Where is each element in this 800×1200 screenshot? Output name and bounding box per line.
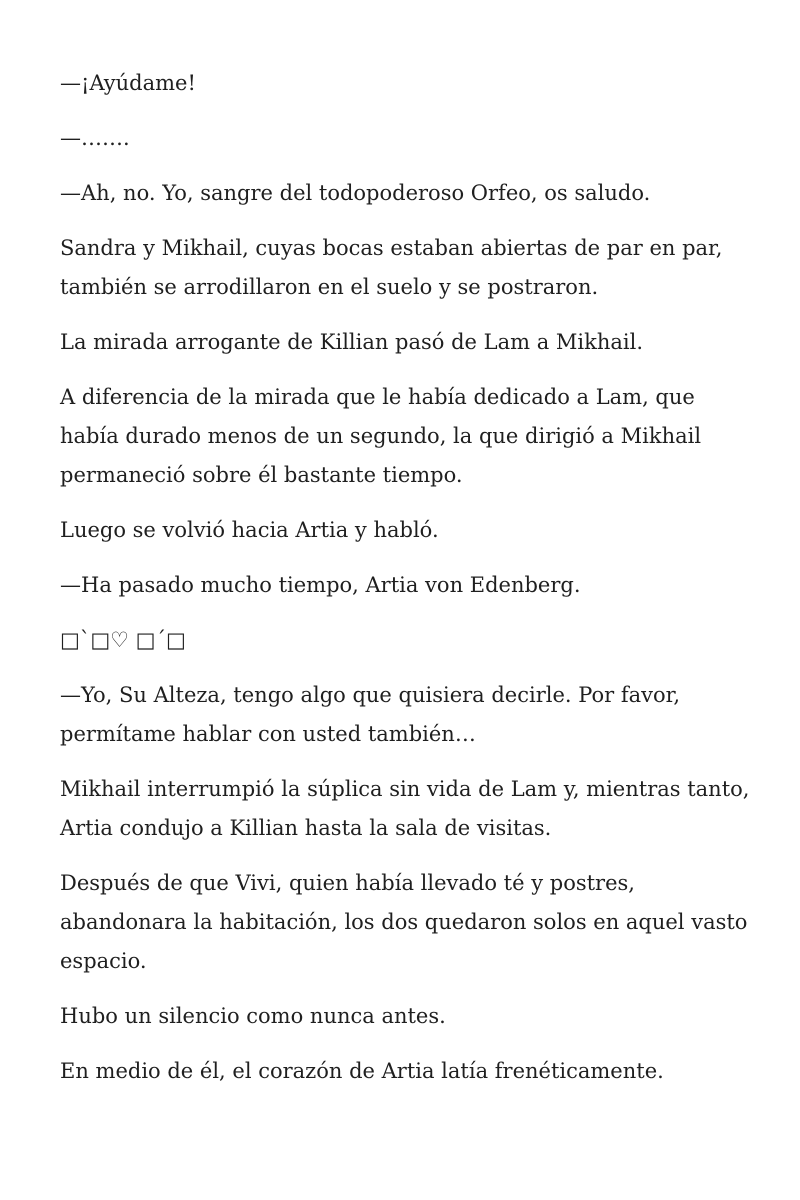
paragraph: Hubo un silencio como nunca antes. [60, 1004, 446, 1028]
emoticon-line: □`□♡ □´□ [60, 628, 186, 652]
paragraph: Sandra y Mikhail, cuyas bocas estaban abiertas de par en par, también se arrodillaron en el suelo y se postraron. [60, 236, 723, 299]
paragraph: —Ha pasado mucho tiempo, Artia von Edenberg. [60, 573, 581, 597]
paragraph: La mirada arrogante de Killian pasó de Lam a Mikhail. [60, 330, 644, 354]
paragraph: En medio de él, el corazón de Artia latía frenéticamente. [60, 1059, 664, 1083]
paragraph: Luego se volvió hacia Artia y habló. [60, 518, 439, 542]
paragraph: A diferencia de la mirada que le había dedicado a Lam, que había durado menos de un segundo, la que dirigió a Mikhail permaneció sobre él bastante tiempo. [60, 385, 702, 487]
paragraph: Mikhail interrumpió la súplica sin vida de Lam y, mientras tanto, Artia condujo a Killian hasta la sala de visitas. [60, 777, 750, 840]
paragraph: —Yo, Su Alteza, tengo algo que quisiera decirle. Por favor, permítame hablar con usted también… [60, 683, 681, 746]
document-body [60, 64, 750, 1107]
paragraph: —Ah, no. Yo, sangre del todopoderoso Orfeo, os saludo. [60, 181, 651, 205]
paragraph: —……. [60, 126, 130, 150]
paragraph: —¡Ayúdame! [60, 71, 196, 95]
paragraph: Después de que Vivi, quien había llevado té y postres, abandonara la habitación, los dos quedaron solos en aquel vasto espacio. [60, 871, 748, 973]
